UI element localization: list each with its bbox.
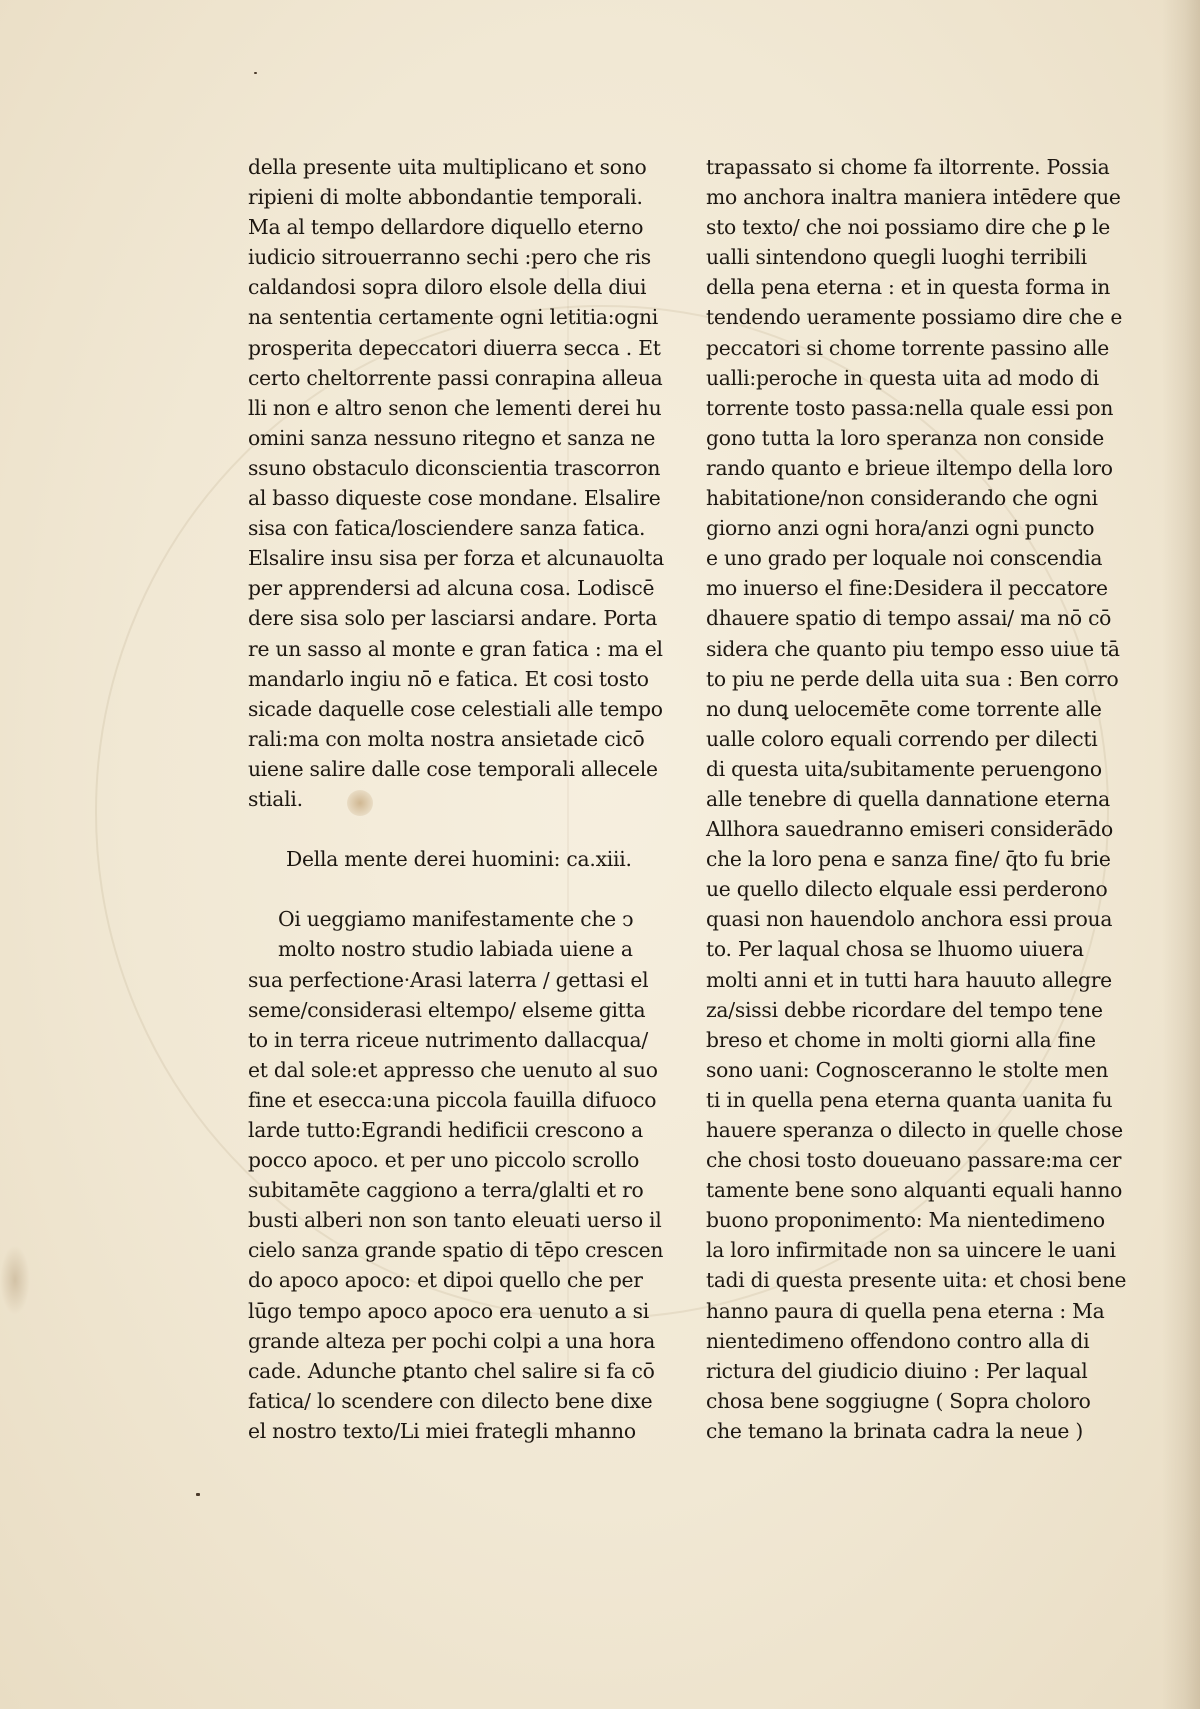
text-line: dhauere spatio di tempo assai/ ma nō cō xyxy=(706,606,1112,631)
text-line: stiali. xyxy=(248,786,303,811)
text-line: di questa uita/subitamente peruengono xyxy=(706,756,1102,781)
text-line: el nostro texto/Li miei frategli mhanno xyxy=(248,1418,636,1443)
text-line: che chosi tosto doueuano passare:ma cer xyxy=(706,1148,1122,1173)
text-line: alle tenebre di quella dannatione eterna xyxy=(706,786,1110,811)
text-line: certo cheltorrente passi conrapina alleua xyxy=(248,365,663,390)
text-line: ripieni di molte abbondantie temporali. xyxy=(248,185,643,210)
text-line: larde tutto:Egrandi hedificii crescono a xyxy=(248,1118,643,1142)
text-line: molti anni et in tutti hara hauuto allegre xyxy=(706,967,1112,992)
chapter-heading: Della mente derei huomini: ca.xiii. xyxy=(286,847,632,872)
text-line: grande alteza per pochi colpi a una hora xyxy=(248,1328,656,1353)
text-line: della presente uita multiplicano et sono xyxy=(248,155,647,179)
text-line: ualli:peroche in questa uita ad modo di xyxy=(706,365,1099,390)
text-line: torrente tosto passa:nella quale essi pon xyxy=(706,395,1114,420)
text-line: ue quello dilecto elquale essi perderono xyxy=(706,877,1108,902)
text-line: hauere speranza o dilecto in quelle chose xyxy=(706,1118,1123,1142)
text-line: to. Per laqual chosa se lhuomo uiuera xyxy=(706,937,1084,962)
text-line: chosa bene soggiugne ( Sopra choloro xyxy=(706,1388,1091,1413)
text-line: lūgo tempo apoco apoco era uenuto a si xyxy=(248,1298,649,1323)
ink-speck xyxy=(254,72,257,74)
text-line: della pena eterna : et in questa forma in xyxy=(706,275,1111,300)
text-line: no dunꝗ uelocemēte come torrente alle xyxy=(706,696,1102,721)
text-line: tamente bene sono alquanti equali hanno xyxy=(706,1178,1123,1203)
text-line: Elsalire insu sisa per forza et alcunauolta xyxy=(248,546,664,571)
text-line: quasi non hauendolo anchora essi proua xyxy=(706,907,1113,932)
text-line: molto nostro studio labiada uiene a xyxy=(278,937,633,962)
left-text-column xyxy=(248,152,673,1446)
text-line: ualle coloro equali correndo per dilecti xyxy=(706,726,1098,751)
text-line: peccatori si chome torrente passino alle xyxy=(706,335,1110,360)
text-line: nientedimeno offendono contro alla di xyxy=(706,1328,1090,1353)
text-line: e uno grado per loquale noi conscendia xyxy=(706,546,1103,571)
text-line: giorno anzi ogni hora/anzi ogni puncto xyxy=(706,516,1095,541)
text-line: Ma al tempo dellardore diquello eterno xyxy=(248,215,644,240)
text-line: na sententia certamente ogni letitia:ogni xyxy=(248,305,659,330)
left-paragraph xyxy=(248,152,673,814)
text-line: per apprendersi ad alcuna cosa. Lodiscē xyxy=(248,576,655,601)
text-line: rictura del giudicio diuino : Per laqual xyxy=(706,1358,1088,1383)
text-line: busti alberi non son tanto eleuati uerso il xyxy=(248,1208,662,1233)
right-text-column xyxy=(706,152,1126,1446)
text-line: che la loro pena e sanza fine/ q̄to fu brie xyxy=(706,847,1111,872)
text-line: trapassato si chome fa iltorrente. Possia xyxy=(706,155,1110,179)
text-line: sidera che quanto piu tempo esso uiue tā xyxy=(706,636,1120,661)
text-line: che temano la brinata cadra la neue ) xyxy=(706,1418,1084,1443)
text-line: gono tutta la loro speranza non conside xyxy=(706,425,1105,450)
text-line: mo inuerso el fine:Desidera il peccatore xyxy=(706,576,1108,601)
text-line: et dal sole:et appresso che uenuto al suo xyxy=(248,1057,658,1082)
text-line: rali:ma con molta nostra ansietade cicō xyxy=(248,726,645,751)
text-line: tendendo ueramente possiamo dire che e xyxy=(706,305,1123,330)
text-line: buono proponimento: Ma nientedimeno xyxy=(706,1208,1105,1233)
text-line: Oi ueggiamo manifestamente che ↄ xyxy=(278,907,634,932)
text-line: ualli sintendono quegli luoghi terribili xyxy=(706,245,1087,270)
text-line: subitamēte caggiono a terra/glalti et ro xyxy=(248,1178,644,1203)
page-edge-shadow xyxy=(1162,0,1200,1709)
text-line: rando quanto e brieue iltempo della loro xyxy=(706,455,1113,480)
text-line: iudicio sitrouerranno sechi :pero che ris xyxy=(248,245,651,270)
left-chapter-paragraph xyxy=(248,904,673,1446)
text-line: breso et chome in molti giorni alla fine xyxy=(706,1027,1096,1052)
text-line: pocco apoco. et per uno piccolo scrollo xyxy=(248,1148,640,1173)
text-line: za/sissi debbe ricordare del tempo tene xyxy=(706,997,1103,1022)
text-line: sisa con fatica/losciendere sanza fatica. xyxy=(248,516,646,541)
text-line: la loro infirmitade non sa uincere le uani xyxy=(706,1238,1116,1263)
text-line: omini sanza nessuno ritegno et sanza ne xyxy=(248,425,656,450)
right-paragraph xyxy=(706,152,1126,1446)
margin-stain xyxy=(0,1245,30,1315)
text-line: do apoco apoco: et dipoi quello che per xyxy=(248,1268,643,1293)
text-line: uiene salire dalle cose temporali allecele xyxy=(248,756,658,781)
text-line: lli non e altro senon che lementi derei hu xyxy=(248,395,662,420)
text-line: fatica/ lo scendere con dilecto bene dixe xyxy=(248,1388,653,1413)
text-line: mandarlo ingiu nō e fatica. Et cosi tosto xyxy=(248,666,649,691)
text-line: tadi di questa presente uita: et chosi bene xyxy=(706,1268,1127,1293)
text-line: cade. Adunche ꝑtanto chel salire si fa cō xyxy=(248,1358,655,1383)
text-line: ti in quella pena eterna quanta uanita fu xyxy=(706,1087,1113,1112)
text-line: caldandosi sopra diloro elsole della diui xyxy=(248,275,647,300)
ink-speck xyxy=(196,1493,200,1496)
text-line: hanno paura di quella pena eterna : Ma xyxy=(706,1298,1105,1323)
text-line: seme/considerasi eltempo/ elseme gitta xyxy=(248,997,646,1022)
text-line: habitatione/non considerando che ogni xyxy=(706,486,1098,511)
text-line: Allhora sauedranno emiseri considerādo xyxy=(706,817,1113,842)
text-line: cielo sanza grande spatio di tēpo crescen xyxy=(248,1238,664,1263)
text-line: dere sisa solo per lasciarsi andare. Porta xyxy=(248,606,658,631)
text-line: al basso diqueste cose mondane. Elsalire xyxy=(248,486,661,511)
text-line: sto texto/ che noi possiamo dire che ꝑ le xyxy=(706,215,1111,240)
text-line: prosperita depeccatori diuerra secca . Et xyxy=(248,335,661,360)
text-line: sicade daquelle cose celestiali alle tempo xyxy=(248,696,663,721)
text-line: re un sasso al monte e gran fatica : ma el xyxy=(248,636,663,661)
text-line: fine et esecca:una piccola fauilla difuoco xyxy=(248,1087,657,1112)
text-line: ssuno obstaculo diconscientia trascorron xyxy=(248,455,661,480)
text-line: to in terra riceue nutrimento dallacqua/ xyxy=(248,1027,648,1052)
text-line: sono uani: Cognosceranno le stolte men xyxy=(706,1057,1109,1082)
text-line: to piu ne perde della uita sua : Ben corro xyxy=(706,666,1119,691)
text-line: mo anchora inaltra maniera intēdere que xyxy=(706,185,1121,210)
text-line: sua perfectione·Arasi laterra / gettasi el xyxy=(248,967,649,992)
